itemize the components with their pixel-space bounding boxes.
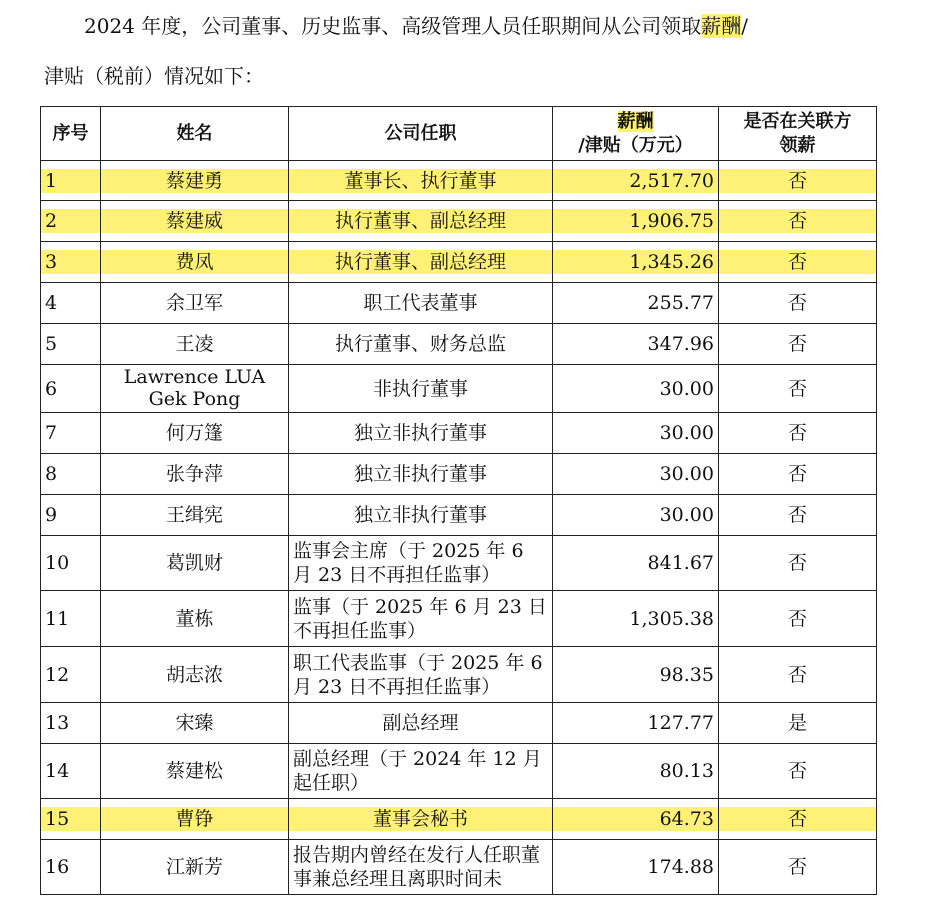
cell-position-text: 董事会秘书	[289, 807, 552, 831]
cell-no	[41, 454, 101, 495]
cell-no-text: 6	[45, 377, 58, 400]
cell-name-text: 蔡建勇	[101, 169, 288, 193]
header-salary-rest: /津贴（万元）	[578, 134, 693, 156]
cell-no-text: 9	[45, 504, 58, 526]
header-row	[41, 107, 877, 161]
cell-position-text: 报告期内曾经在发行人任职董事兼总经理且离职时间未	[293, 844, 541, 890]
table-row	[41, 242, 877, 283]
cell-salary-text: 174.88	[647, 856, 714, 878]
cell-name	[101, 454, 289, 495]
cell-salary-text: 64.73	[553, 807, 718, 831]
cell-name-text: 蔡建松	[165, 760, 223, 782]
cell-no-text: 2	[41, 209, 101, 233]
cell-name-text: 曹铮	[101, 807, 288, 831]
table-row	[41, 283, 877, 324]
table-row	[41, 840, 877, 895]
cell-no-text: 10	[45, 552, 70, 574]
cell-salary	[553, 840, 719, 895]
cell-related-text: 否	[787, 463, 807, 485]
header-no: 序号	[41, 107, 101, 161]
cell-position	[289, 840, 553, 895]
cell-no-text: 1	[41, 169, 101, 193]
cell-position	[289, 324, 553, 365]
cell-name-text: 董栋	[175, 607, 214, 630]
intro-line-1	[84, 12, 748, 40]
table-row	[41, 703, 877, 744]
cell-no	[41, 840, 101, 895]
cell-salary	[553, 283, 719, 324]
table-row	[41, 161, 877, 201]
table-row	[41, 591, 877, 647]
header-related-line1: 是否在关联方	[743, 110, 852, 132]
cell-salary	[553, 703, 719, 744]
cell-related-text: 是	[787, 712, 807, 734]
table-row	[41, 647, 877, 703]
cell-related-text: 否	[719, 250, 876, 274]
cell-name-text: 张争萍	[165, 463, 223, 485]
cell-position-text: 执行董事、副总经理	[289, 250, 552, 274]
cell-related-text: 否	[787, 663, 807, 686]
cell-salary	[553, 744, 719, 799]
cell-related-text: 否	[787, 377, 807, 400]
salary-table-header	[41, 107, 877, 161]
cell-position	[289, 647, 553, 703]
cell-name	[101, 799, 289, 840]
cell-name-text: 余卫军	[165, 292, 223, 314]
table-row	[41, 413, 877, 454]
salary-table	[40, 106, 877, 895]
cell-name	[101, 536, 289, 591]
header-name: 姓名	[101, 107, 289, 161]
cell-name	[101, 413, 289, 454]
cell-no	[41, 161, 101, 201]
cell-no-text: 12	[45, 663, 70, 686]
cell-salary-text: 127.77	[647, 712, 714, 734]
cell-no	[41, 591, 101, 647]
cell-salary-text: 841.67	[647, 552, 714, 574]
cell-name	[101, 161, 289, 201]
cell-position	[289, 413, 553, 454]
cell-no	[41, 647, 101, 703]
cell-salary-text: 30.00	[659, 422, 714, 444]
cell-position	[289, 454, 553, 495]
cell-name	[101, 495, 289, 536]
cell-no-text: 13	[45, 712, 70, 734]
cell-salary	[553, 242, 719, 283]
cell-name	[101, 703, 289, 744]
cell-position-text: 职工代表董事	[363, 292, 478, 314]
table-row	[41, 324, 877, 365]
cell-related	[719, 324, 877, 365]
cell-no	[41, 703, 101, 744]
cell-position-text: 监事会主席（于 2025 年 6 月 23 日不再担任监事）	[293, 540, 524, 586]
cell-related-text: 否	[787, 760, 807, 782]
cell-position	[289, 161, 553, 201]
cell-related-text: 否	[787, 552, 807, 574]
intro-line-1-end: /	[741, 14, 749, 38]
cell-position	[289, 201, 553, 242]
cell-name-text: 何万篷	[165, 422, 223, 444]
cell-name	[101, 201, 289, 242]
cell-related-text: 否	[787, 504, 807, 526]
cell-position	[289, 703, 553, 744]
header-related	[719, 107, 877, 161]
table-row	[41, 799, 877, 840]
cell-related	[719, 591, 877, 647]
cell-position	[289, 242, 553, 283]
cell-salary	[553, 647, 719, 703]
cell-name	[101, 840, 289, 895]
cell-name-text: 江新芳	[165, 856, 223, 878]
table-row	[41, 536, 877, 591]
cell-no-text: 4	[45, 292, 58, 314]
header-related-line2: 领薪	[779, 134, 816, 156]
cell-salary-text: 30.00	[659, 377, 714, 400]
cell-position-text: 非执行董事	[372, 377, 468, 400]
cell-related-text: 否	[719, 807, 876, 831]
table-row	[41, 495, 877, 536]
cell-no	[41, 283, 101, 324]
cell-related-text: 否	[719, 169, 876, 193]
cell-name	[101, 591, 289, 647]
cell-no	[41, 201, 101, 242]
cell-salary-text: 80.13	[659, 760, 714, 782]
table-row	[41, 454, 877, 495]
cell-salary-text: 1,345.26	[553, 250, 718, 274]
cell-salary	[553, 799, 719, 840]
cell-salary-text: 30.00	[659, 504, 714, 526]
cell-name	[101, 744, 289, 799]
cell-salary	[553, 161, 719, 201]
cell-position	[289, 799, 553, 840]
cell-position-text: 独立非执行董事	[353, 504, 487, 526]
intro-line-2: 津贴（税前）情况如下：	[44, 64, 264, 88]
cell-no-text: 14	[45, 760, 70, 782]
cell-salary	[553, 495, 719, 536]
cell-salary	[553, 365, 719, 413]
cell-no-text: 3	[41, 250, 101, 274]
cell-no-text: 11	[45, 607, 70, 630]
cell-related	[719, 703, 877, 744]
cell-salary-text: 255.77	[647, 292, 714, 314]
cell-salary	[553, 413, 719, 454]
cell-name-text: 费凤	[101, 250, 288, 274]
cell-related	[719, 647, 877, 703]
cell-name	[101, 324, 289, 365]
cell-salary	[553, 201, 719, 242]
cell-related	[719, 536, 877, 591]
header-salary	[553, 107, 719, 161]
cell-no	[41, 744, 101, 799]
cell-position	[289, 536, 553, 591]
cell-position-text: 监事（于 2025 年 6 月 23 日不再担任监事）	[293, 595, 547, 642]
cell-salary-text: 30.00	[659, 463, 714, 485]
cell-salary-text: 2,517.70	[553, 169, 718, 193]
cell-salary	[553, 454, 719, 495]
cell-no	[41, 413, 101, 454]
cell-no	[41, 536, 101, 591]
cell-position	[289, 283, 553, 324]
cell-related	[719, 242, 877, 283]
table-row	[41, 365, 877, 413]
cell-no	[41, 242, 101, 283]
cell-name	[101, 365, 289, 413]
cell-salary	[553, 591, 719, 647]
intro-highlight-salary: 薪酬	[701, 14, 742, 38]
cell-related-text: 否	[787, 422, 807, 444]
cell-position-text: 独立非执行董事	[353, 422, 487, 444]
cell-no	[41, 365, 101, 413]
cell-related-text: 否	[719, 209, 876, 233]
intro-line-1-text: 2024 年度，公司董事、历史监事、高级管理人员任职期间从公司领取	[84, 14, 702, 38]
cell-position-text: 副总经理	[382, 712, 459, 734]
cell-related	[719, 744, 877, 799]
cell-name-text: 胡志浓	[165, 663, 223, 686]
cell-no	[41, 324, 101, 365]
cell-related	[719, 799, 877, 840]
cell-related	[719, 365, 877, 413]
cell-related-text: 否	[787, 292, 807, 314]
cell-related	[719, 161, 877, 201]
cell-position-text: 董事长、执行董事	[289, 169, 552, 193]
cell-name	[101, 283, 289, 324]
header-position: 公司任职	[289, 107, 553, 161]
cell-no-text: 15	[41, 807, 101, 831]
cell-position-text: 独立非执行董事	[353, 463, 487, 485]
cell-name-text: Lawrence LUA Gek Pong	[123, 366, 266, 410]
cell-name-text: 王缉宪	[165, 504, 223, 526]
cell-name-text: 宋臻	[175, 712, 214, 734]
cell-name-text: 王凌	[175, 333, 214, 355]
cell-salary	[553, 324, 719, 365]
cell-related	[719, 201, 877, 242]
cell-no-text: 16	[45, 856, 70, 878]
cell-no	[41, 799, 101, 840]
table-row	[41, 201, 877, 242]
cell-salary-text: 98.35	[659, 663, 714, 686]
cell-name-text: 蔡建威	[101, 209, 288, 233]
cell-position	[289, 365, 553, 413]
cell-salary-text: 1,906.75	[553, 209, 718, 233]
cell-no-text: 7	[45, 422, 58, 444]
cell-salary-text: 347.96	[647, 333, 714, 355]
cell-position-text: 副总经理（于 2024 年 12 月起任职）	[293, 748, 542, 794]
cell-related-text: 否	[787, 607, 807, 630]
cell-name-text: 葛凯财	[165, 552, 223, 574]
cell-related	[719, 495, 877, 536]
table-row	[41, 744, 877, 799]
cell-no-text: 8	[45, 463, 58, 485]
header-salary-highlight: 薪酬	[617, 110, 654, 132]
cell-position	[289, 495, 553, 536]
cell-no	[41, 495, 101, 536]
salary-table-body	[41, 161, 877, 895]
cell-related	[719, 454, 877, 495]
cell-salary	[553, 536, 719, 591]
cell-no-text: 5	[45, 333, 58, 355]
cell-salary-text: 1,305.38	[629, 607, 714, 630]
cell-name	[101, 647, 289, 703]
cell-related	[719, 283, 877, 324]
cell-position-text: 执行董事、财务总监	[334, 333, 506, 355]
cell-position-text: 职工代表监事（于 2025 年 6 月 23 日不再担任监事）	[293, 651, 543, 698]
cell-position-text: 执行董事、副总经理	[289, 209, 552, 233]
cell-position	[289, 591, 553, 647]
cell-position	[289, 744, 553, 799]
cell-related	[719, 840, 877, 895]
cell-related-text: 否	[787, 333, 807, 355]
cell-name	[101, 242, 289, 283]
cell-related	[719, 413, 877, 454]
cell-related-text: 否	[787, 856, 807, 878]
